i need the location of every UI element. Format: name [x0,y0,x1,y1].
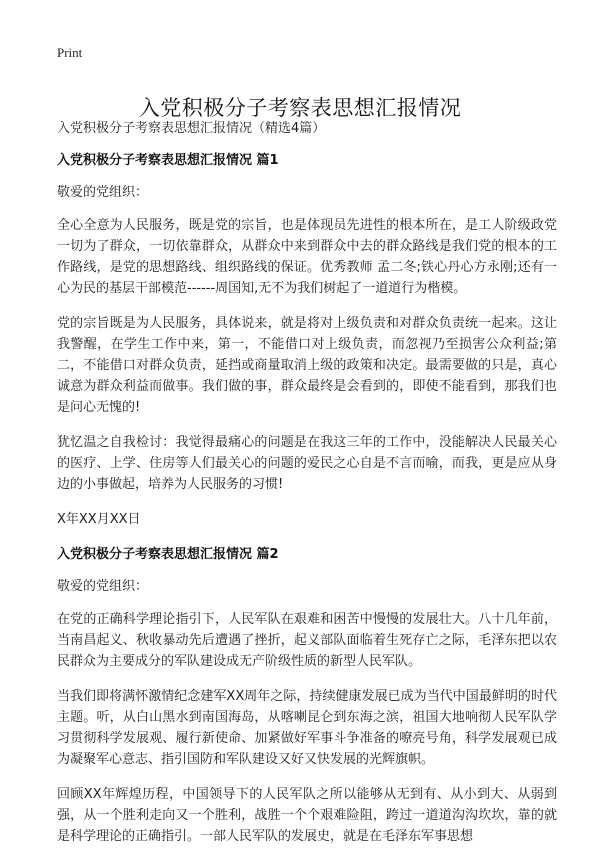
article-1-paragraph: 全心全意为人民服务，既是党的宗旨，也是体现员先进性的根本所在，是工人阶级政党一切为了群众，一切依靠群众，从群众中来到群众中去的群众路线是我们党的根本的工作路线，是党的思想路线、组织路线的保证。优秀教师 孟二冬;铁心丹心方永刚;还有一心为民的基层干部模范------周国知,无不为我们树起了一道道行为楷模。 [57,218,557,296]
article-1-heading: 入党积极分子考察表思想汇报情况 篇1 [57,153,279,168]
article-1-date: X年XX月XX日 [57,512,141,527]
article-2-paragraph: 回顾XX年辉煌历程，中国领导下的人民军队之所以能够从无到有、从小到大、从弱到强，从一个胜利走向又一个胜利，战胜一个个艰难险阻，跨过一道道沟沟坎坎，靠的就是科学理论的正确指引。一部人民军队的发展史，就是在毛泽东军事思想 [57,787,557,844]
article-2-paragraph: 当我们即将满怀激情纪念建军XX周年之际，持续健康发展已成为当代中国最鲜明的时代主题。听，从白山黑水到南国海岛，从喀喇昆仑到东海之滨，祖国大地响彻人民军队学习贯彻科学发展观、履行新使命、加紧做好军事斗争准备的嘹亮号角，科学发展观已成为凝聚军心意志、指引国防和军队建设又好又快发展的光辉旗帜。 [57,689,557,767]
article-2-paragraph: 在党的正确科学理论指引下，人民军队在艰难和困苦中慢慢的发展壮大。八十几年前，当南昌起义、秋收暴动先后遭遇了挫折，起义部队面临着生死存亡之际，毛泽东把以农民群众为主要成分的军队建设成无产阶级性质的新型人民军队。 [57,612,557,669]
document-subtitle: 入党积极分子考察表思想汇报情况（精选4篇） [57,121,326,136]
print-label[interactable]: Print [57,45,83,60]
article-2-salutation: 敬爱的党组织： [57,579,149,594]
article-1-salutation: 敬爱的党组织： [57,185,149,200]
document-body [57,118,557,861]
document-title: 入党积极分子考察表思想汇报情况 [138,96,462,121]
article-1-paragraph: 犹忆温之自我检讨：我觉得最痛心的问题是在我这三年的工作中，没能解决人民最关心的医疗、上学、住房等人们最关心的问题的爱民之心自是不言而喻，而我，更是应从身边的小事做起，培养为人民服务的习惯! [57,435,557,492]
article-1-paragraph: 党的宗旨既是为人民服务，具体说来，就是将对上级负责和对群众负责统一起来。这让我警醒，在学生工作中来，第一，不能借口对上级负责，而忽视乃至损害公众利益;第二，不能借口对群众负责，延挡或商量取消上级的政策和决定。最需要做的只是，真心诚意为群众利益而做事。我们做的事，群众最终是会看到的，即使不能看到，那我们也是问心无愧的! [57,316,557,415]
article-2-heading: 入党积极分子考察表思想汇报情况 篇2 [57,547,279,562]
